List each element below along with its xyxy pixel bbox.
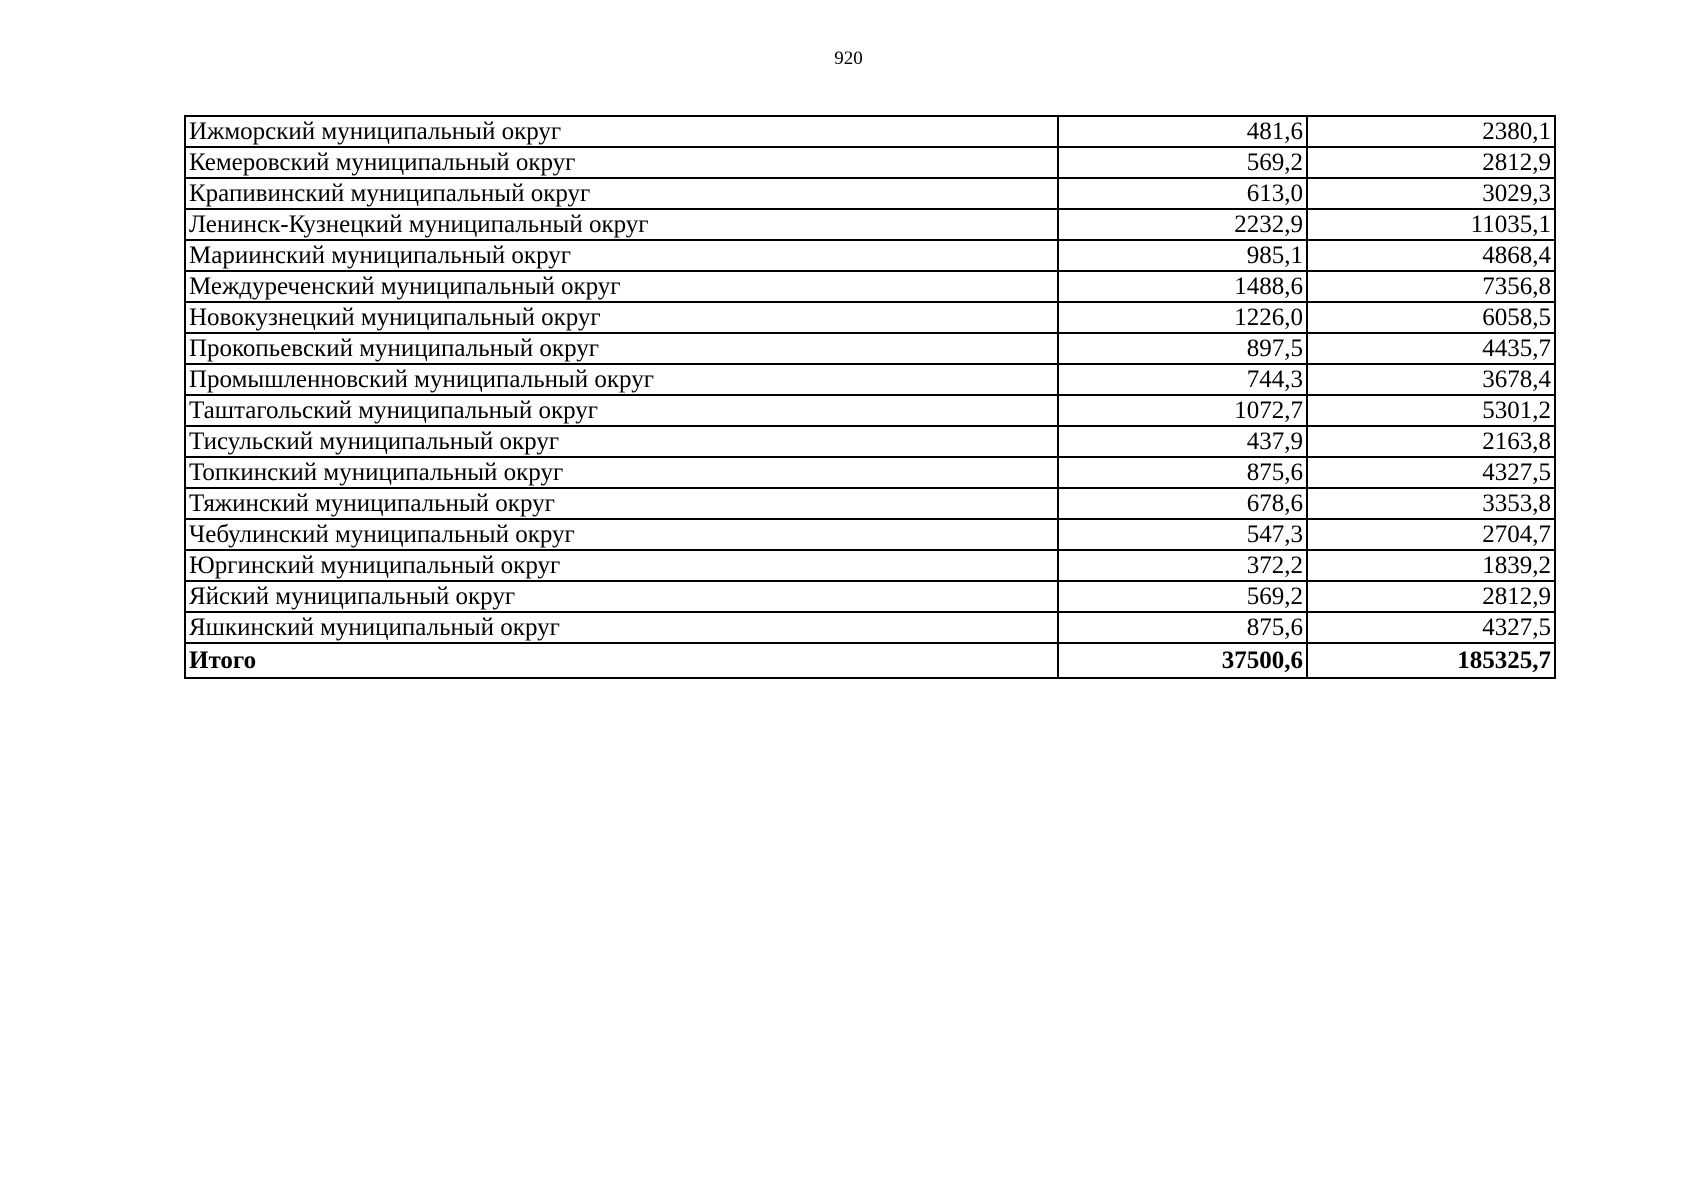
district-name: Прокопьевский муниципальный округ: [185, 333, 1058, 364]
value-col-1: 437,9: [1058, 426, 1307, 457]
district-name: Ленинск-Кузнецкий муниципальный округ: [185, 209, 1058, 240]
table-row: [185, 116, 1555, 147]
district-name: Кемеровский муниципальный округ: [185, 147, 1058, 178]
table-row: [185, 426, 1555, 457]
value-col-2: 7356,8: [1307, 271, 1555, 302]
table-row: [185, 519, 1555, 550]
district-name: Таштагольский муниципальный округ: [185, 395, 1058, 426]
table-row: [185, 395, 1555, 426]
value-col-2: 2812,9: [1307, 147, 1555, 178]
total-label: Итого: [185, 643, 1058, 678]
value-col-1: 2232,9: [1058, 209, 1307, 240]
district-name: Яйский муниципальный округ: [185, 581, 1058, 612]
district-name: Междуреченский муниципальный округ: [185, 271, 1058, 302]
value-col-1: 569,2: [1058, 581, 1307, 612]
value-col-1: 985,1: [1058, 240, 1307, 271]
value-col-2: 2163,8: [1307, 426, 1555, 457]
table-row: [185, 457, 1555, 488]
value-col-2: 4327,5: [1307, 457, 1555, 488]
value-col-2: 2704,7: [1307, 519, 1555, 550]
value-col-2: 4868,4: [1307, 240, 1555, 271]
value-col-2: 6058,5: [1307, 302, 1555, 333]
value-col-1: 547,3: [1058, 519, 1307, 550]
district-name: Яшкинский муниципальный округ: [185, 612, 1058, 643]
value-col-2: 5301,2: [1307, 395, 1555, 426]
table-row: [185, 302, 1555, 333]
value-col-2: 4435,7: [1307, 333, 1555, 364]
district-name: Крапивинский муниципальный округ: [185, 178, 1058, 209]
page-number: 920: [834, 48, 863, 69]
value-col-2: 2380,1: [1307, 116, 1555, 147]
table-row: [185, 488, 1555, 519]
district-name: Топкинский муниципальный округ: [185, 457, 1058, 488]
value-col-1: 481,6: [1058, 116, 1307, 147]
district-name: Новокузнецкий муниципальный округ: [185, 302, 1058, 333]
table-row: [185, 178, 1555, 209]
value-col-1: 897,5: [1058, 333, 1307, 364]
table-row: [185, 364, 1555, 395]
district-name: Промышленновский муниципальный округ: [185, 364, 1058, 395]
table-row: [185, 271, 1555, 302]
value-col-2: 11035,1: [1307, 209, 1555, 240]
table-row: [185, 147, 1555, 178]
total-value-col-1: 37500,6: [1058, 643, 1307, 678]
table-row: [185, 209, 1555, 240]
district-name: Ижморский муниципальный округ: [185, 116, 1058, 147]
total-value-col-2: 185325,7: [1307, 643, 1555, 678]
table-row: [185, 240, 1555, 271]
value-col-1: 1488,6: [1058, 271, 1307, 302]
value-col-2: 3678,4: [1307, 364, 1555, 395]
table-row: [185, 333, 1555, 364]
district-name: Юргинский муниципальный округ: [185, 550, 1058, 581]
value-col-1: 613,0: [1058, 178, 1307, 209]
value-col-2: 1839,2: [1307, 550, 1555, 581]
value-col-1: 875,6: [1058, 457, 1307, 488]
district-name: Тяжинский муниципальный округ: [185, 488, 1058, 519]
value-col-2: 3029,3: [1307, 178, 1555, 209]
total-row: [185, 643, 1555, 678]
district-name: Мариинский муниципальный округ: [185, 240, 1058, 271]
value-col-2: 3353,8: [1307, 488, 1555, 519]
value-col-1: 372,2: [1058, 550, 1307, 581]
table-row: [185, 612, 1555, 643]
value-col-1: 1226,0: [1058, 302, 1307, 333]
value-col-1: 1072,7: [1058, 395, 1307, 426]
data-table: [184, 115, 1556, 679]
value-col-1: 569,2: [1058, 147, 1307, 178]
table-row: [185, 550, 1555, 581]
table-row: [185, 581, 1555, 612]
district-name: Тисульский муниципальный округ: [185, 426, 1058, 457]
value-col-1: 744,3: [1058, 364, 1307, 395]
value-col-1: 875,6: [1058, 612, 1307, 643]
value-col-2: 4327,5: [1307, 612, 1555, 643]
value-col-2: 2812,9: [1307, 581, 1555, 612]
value-col-1: 678,6: [1058, 488, 1307, 519]
district-name: Чебулинский муниципальный округ: [185, 519, 1058, 550]
